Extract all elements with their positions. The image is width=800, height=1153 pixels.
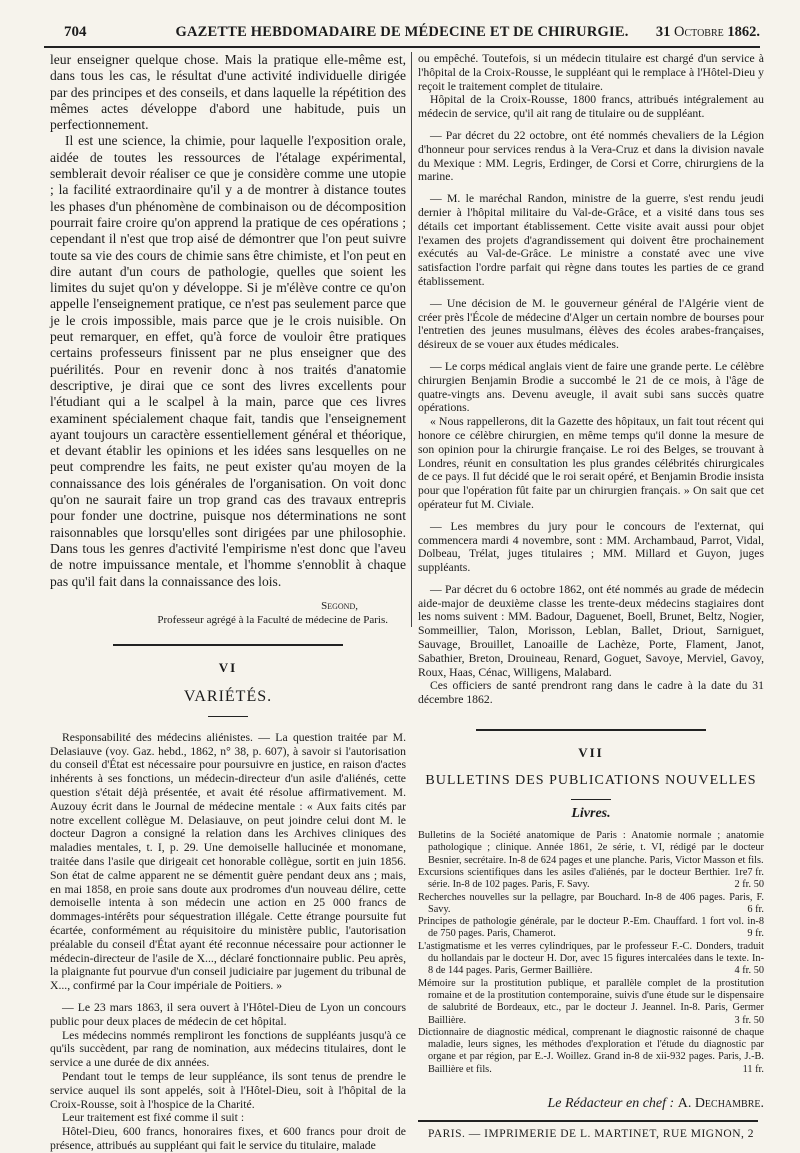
book-price: 3 fr. 50 [734,1014,764,1026]
section-number: VII [578,745,604,761]
book-price: 9 fr. [747,928,764,940]
book-text: Mémoire sur la prostitution publique, et parallèle complet de la prostitution romaine et de la prostitution contemporaine, suivis d'une étude sur le dispensaire de salubrité de Bordeaux, etc., par le docteur J. Jeannel. In-8. Paris, Germer Baillière. [418,977,764,1026]
book-price: 4 fr. 50 [734,965,764,977]
title-rule [571,799,611,800]
book-text: Excursions scientifiques dans les asiles d'aliénés, par le docteur Berthier. 1re série. In-8 de 102 pages. Paris, F. Savy. [418,866,748,891]
news-paragraph: — Le corps médical anglais vient de faire une grande perte. Le célèbre chirurgien Benjamin Brodie a succombé le 21 de ce mois, à l'âge de quatre-vingts ans. Devenu aveugle, il avait subi sans succès quatre opérations. [418,359,764,415]
news-paragraph: — Par décret du 6 octobre 1862, ont été nommés au grade de médecin aide-major de deuxième classe les trente-deux médecins stagiaires dont les noms suivent : MM. Badour, Daguenet, Boell, Brunet, Beltz, Nogier, Sommeillier, Talon, Morisson, Leblan, Ballet, Driout, Sarniguet, Sauvage, Brouillet, Lanoaille de Lachèze, Porte, Flament, Janot, Sabathier, Breton, Drouineau, Renard, Goguet, Savoye, Merviel, Gavoy, Roux, Haas, Cénac, Willigens, Malabard. [418,582,764,679]
book-text: Bulletins de la Société anatomique de Paris : Anatomie normale ; anatomie pathologique ; clinique. Année 1861, 2e série, t. VI, rédigé par le docteur Besnier, secrétaire. In-8 de 624 pages et une planche. Paris, Victor Masson et fils. [418,830,764,866]
editor-name: A. Dechambre. [677,1096,764,1111]
section-title: BULLETINS DES PUBLICATIONS NOUVELLES [425,773,757,789]
section-rule [476,729,706,731]
book-price: 7 fr. [747,866,764,878]
date-month: Octobre [674,24,724,40]
issue-date [656,24,760,41]
book-entry [418,941,764,978]
section-number: VI [218,659,238,675]
book-price: 2 fr. 50 [734,879,764,891]
news-paragraph: Ces officiers de santé prendront rang dans le cadre à la date du 31 décembre 1862. [418,679,764,707]
news-paragraph: « Nous rappellerons, dit la Gazette des hôpitaux, un fait tout récent qui honore ce célèbre chirurgien, en même temps qu'il donne la mesure de son opinion pour la chirurgie française. Le roi des Belges, se trouvant à Londres, réunit en consultation les plus grandes célébrités chirurgicales de ce pays. Il fut décidé que le roi serait opéré, et Benjamin Brodie insista pour que l'opération fût faite par un chirurgien français. » On sait que cet opérateur fut M. Civiale. [418,415,764,511]
book-text: Recherches nouvelles sur la pellagre, par Bouchard. In-8 de 406 pages. Paris, F. Savy. [418,891,764,915]
varietes-paragraph: Leur traitement est fixé comme il suit : [62,1111,245,1125]
bulletins-section [418,745,764,1140]
news-paragraph: — Une décision de M. le gouverneur général de l'Algérie vient de créer près l'École de médecine d'Alger un certain nombre de bourses pour l'entretien des jeunes musulmans, élèves des écoles arabes-françaises, désireux de se vouer aux études médicales. [418,296,764,352]
book-entry [418,892,764,917]
book-text: Dictionnaire de diagnostic médical, comprenant le diagnostic raisonné de chaque maladie, leurs signes, les méthodes d'exploration et l'étude du diagnostic par organe et par région, par E.-J. Woillez. Grand in-8 de xii-932 pages. Paris, J.-B. Baillière et fils. [418,1026,764,1075]
section-title: VARIÉTÉS. [183,687,273,705]
varietes-paragraph: Pendant tout le temps de leur suppléance, ils sont tenus de prendre le service auquel ils sont appelés, soit à l'Hôtel-Dieu, soit à l'hôpital de la Croix-Rousse, soit à l'hospice de la Charité. [50,1069,406,1111]
varietes-text [50,731,406,1153]
author-title: Professeur agrégé à la Faculté de médecine de Paris. [157,613,388,626]
book-text: L'astigmatisme et les verres cylindriques, par le professeur F.-C. Donders, traduit du hollandais par le docteur H. Dor, avec 15 figures intercalées dans le texte. In-8 de 144 pages. Paris, Germer Baillière. [418,940,764,977]
varietes-paragraph: Responsabilité des médecins aliénistes. — La question traitée par M. Delasiauve (voy. Gaz. hebd., 1862, n° 38, p. 607), à savoir si l'autorisation du conseil d'État est nécessaire pour poursuivre en justice, en raison d'actes inhérents à ses fonctions, un médecin-directeur d'un asile d'aliénés, cette question s'était déjà présentée, et avait été résolue affirmativement. M. Auzouy écrit dans le Journal de médecine mentale : « Aux faits cités par notre excellent collègue M. Delasiauve, on peut joindre celui dont M. le docteur Dagron a consigné la relation dans les Archives cliniques des maladies mentales, t. I, p. 29. Une demoiselle hallucinée et monomane, traitée dans l'asile que dirigeait cet honorable collègue, sortit en juin 1856. Son état de calme apparent ne se démentit guère pendant deux ans ; mais, en mai 1858, en proie sans doute aux prodromes d'un nouveau délire, cette demoiselle intenta à son médecin une action en 25 000 francs de dommages-intérêts pour séquestration illégale. Cette étrange poursuite fut écartée, conformément au réquisitoire du ministère public, l'autorisation préalable du conseil d'État ayant été reconnue nécessaire pour actionner le médecin-directeur de l'asile de X..., déclaré fonctionnaire public. Peu après, la plaignante fut pourvue d'un conseil judiciaire par jugement du tribunal de X..., confirmé par la Cour impériale de Poitiers. » [50,730,406,993]
printer-imprint: PARIS. — IMPRIMERIE DE L. MARTINET, RUE MIGNON, 2 [427,1128,754,1140]
book-entry [418,978,764,1027]
date-day: 31 [655,24,671,40]
page-header [44,24,760,46]
book-entry [418,830,764,878]
book-entry [418,867,764,892]
news-paragraph: ou empêché. Toutefois, si un médecin titulaire est chargé d'un service à l'hôpital de la Croix-Rousse, le suppléant qui le remplace à l'Hôtel-Dieu y reçoit le traitement complet de titulaire. [418,52,764,93]
subsection-title: Livres. [571,806,611,822]
news-text [418,52,764,707]
news-paragraph: — Les membres du jury pour le concours de l'externat, qui commencera mardi 4 novembre, sont : MM. Archambaud, Parrot, Vidal, Dolbeau, Trélat, juges titulaires ; MM. Millard et Guyon, juges suppléants. [418,519,764,575]
varietes-paragraph: Hôtel-Dieu, 600 francs, honoraires fixes, et 600 francs pour droit de présence, attribués au suppléant qui fait le service du titulaire, malade [50,1125,406,1152]
page-number: 704 [64,24,87,40]
column-divider [411,52,412,627]
article-continuation [50,52,406,590]
news-paragraph: — Par décret du 22 octobre, ont été nommés chevaliers de la Légion d'honneur pour services rendus à la Vera-Cruz et dans la division navale du Mexique : MM. Legris, Erdinger, de Corsi et Corre, chirurgiens de la marine. [418,128,764,184]
book-entry [418,1027,764,1076]
right-column [418,52,764,1140]
book-price: 6 fr. [747,903,764,915]
news-paragraph: Hôpital de la Croix-Rousse, 1800 francs, attribués intégralement au médecin de service, qu'il ait rang de titulaire ou de suppléant. [418,93,764,121]
section-rule [113,644,343,646]
book-text: Principes de pathologie générale, par le docteur P.-Em. Chauffard. 1 fort vol. in-8 de 750 pages. Paris, Chamerot. [418,916,764,940]
varietes-paragraph: Les médecins nommés rempliront les fonctions de suppléants jusqu'à ce qu'ils succèdent, par rang de nomination, aux médecins titulaires, dont le service a une durée de dix années. [50,1028,406,1070]
author-signature: Segond, [321,599,358,612]
varietes-paragraph: — Le 23 mars 1863, il sera ouvert à l'Hôtel-Dieu de Lyon un concours public pour deux places de médecin de cet hôpital. [50,1000,406,1028]
book-entry [418,916,764,941]
date-year: 1862. [727,24,760,40]
news-paragraph: — M. le maréchal Randon, ministre de la guerre, s'est rendu jeudi dernier à l'hôpital militaire du Val-de-Grâce, et a visité dans tous ses détails cet important établissement. Cette visite avait aussi pour objet l'examen des projets d'agrandissement qui doivent être prochainement exécutés au Val-de-Grâce. Le ministre a constaté avec une vive satisfaction l'ordre parfait qui règne dans toutes les parties de ce grand établissement. [418,192,764,288]
left-column [50,52,406,1153]
editor-signature [418,1096,764,1112]
book-price: 11 fr. [742,1063,764,1075]
article-paragraph: leur enseigner quelque chose. Mais la pratique elle-même est, dans tous les cas, le résultat d'une activité individuelle dirigée par des principes et des conseils, et dans laquelle la répétition des mêmes actes développe d'abord une habitude, puis un perfectionnement. [50,52,406,133]
title-rule [208,716,248,717]
article-paragraph: Il est une science, la chimie, pour laquelle l'exposition orale, aidée de toutes les ressources de l'étalage expérimental, semblerait devoir réaliser ce que je considère comme une utopie ; la facilité extraordinaire qu'il y a de montrer à distance toutes les phases d'un phénomène de combinaison ou de décomposition pourrait faire croire qu'on apprend la pratique de ces opérations ; cependant il n'est que trop aisé de démontrer que l'on peut suivre toute sa vie des cours de chimie sans être chimiste, et l'on peut en dire autant d'un cours de pathologie, quelles que soient les limites du sujet qu'on y développe. Si je m'élève contre ce qu'on appelle l'enseignement pratique, ce n'est pas seulement parce que je le crois impossible, mais parce que je le crois nuisible. On peut remarquer, en effet, qu'à force de vouloir être pratiques certains professeurs finissent par ne plus enseigner que des puérilités. Pour en revenir donc à nos traités d'anatomie descriptive, je dirai que ce sont des livres excellents pour l'étudiant qui a le scalpel à la main, parce que ces livres examinent spécialement chaque fait, tandis que l'enseignement ayant toujours un caractère essentiellement général et théorique, et devant établir les opinions et les idées sans lesquelles on ne peut comprendre les faits, ne peut exister qu'au moyen de la connaissance des lois générales de l'organisation. On voit donc qu'on ne saurait faire un trop grand cas des travaux entrepris pour fonder une doctrine, puisque nos déterminations ne sont raisonnables que lorsqu'elles sont dirigées par une philosophie. Dans tous les genres d'activité l'empirisme n'est donc que l'aveu de notre impuissance mentale, et l'homme s'ennoblit à chaque pas qu'il fait dans la connaissance des lois. [50,133,406,589]
book-list [418,830,764,1076]
editor-label: Le Rédacteur en chef : [547,1096,675,1111]
header-rule [44,46,760,48]
journal-title: GAZETTE HEBDOMADAIRE DE MÉDECINE ET DE CHIRURGIE. [175,24,629,40]
imprint-rule [418,1120,758,1122]
